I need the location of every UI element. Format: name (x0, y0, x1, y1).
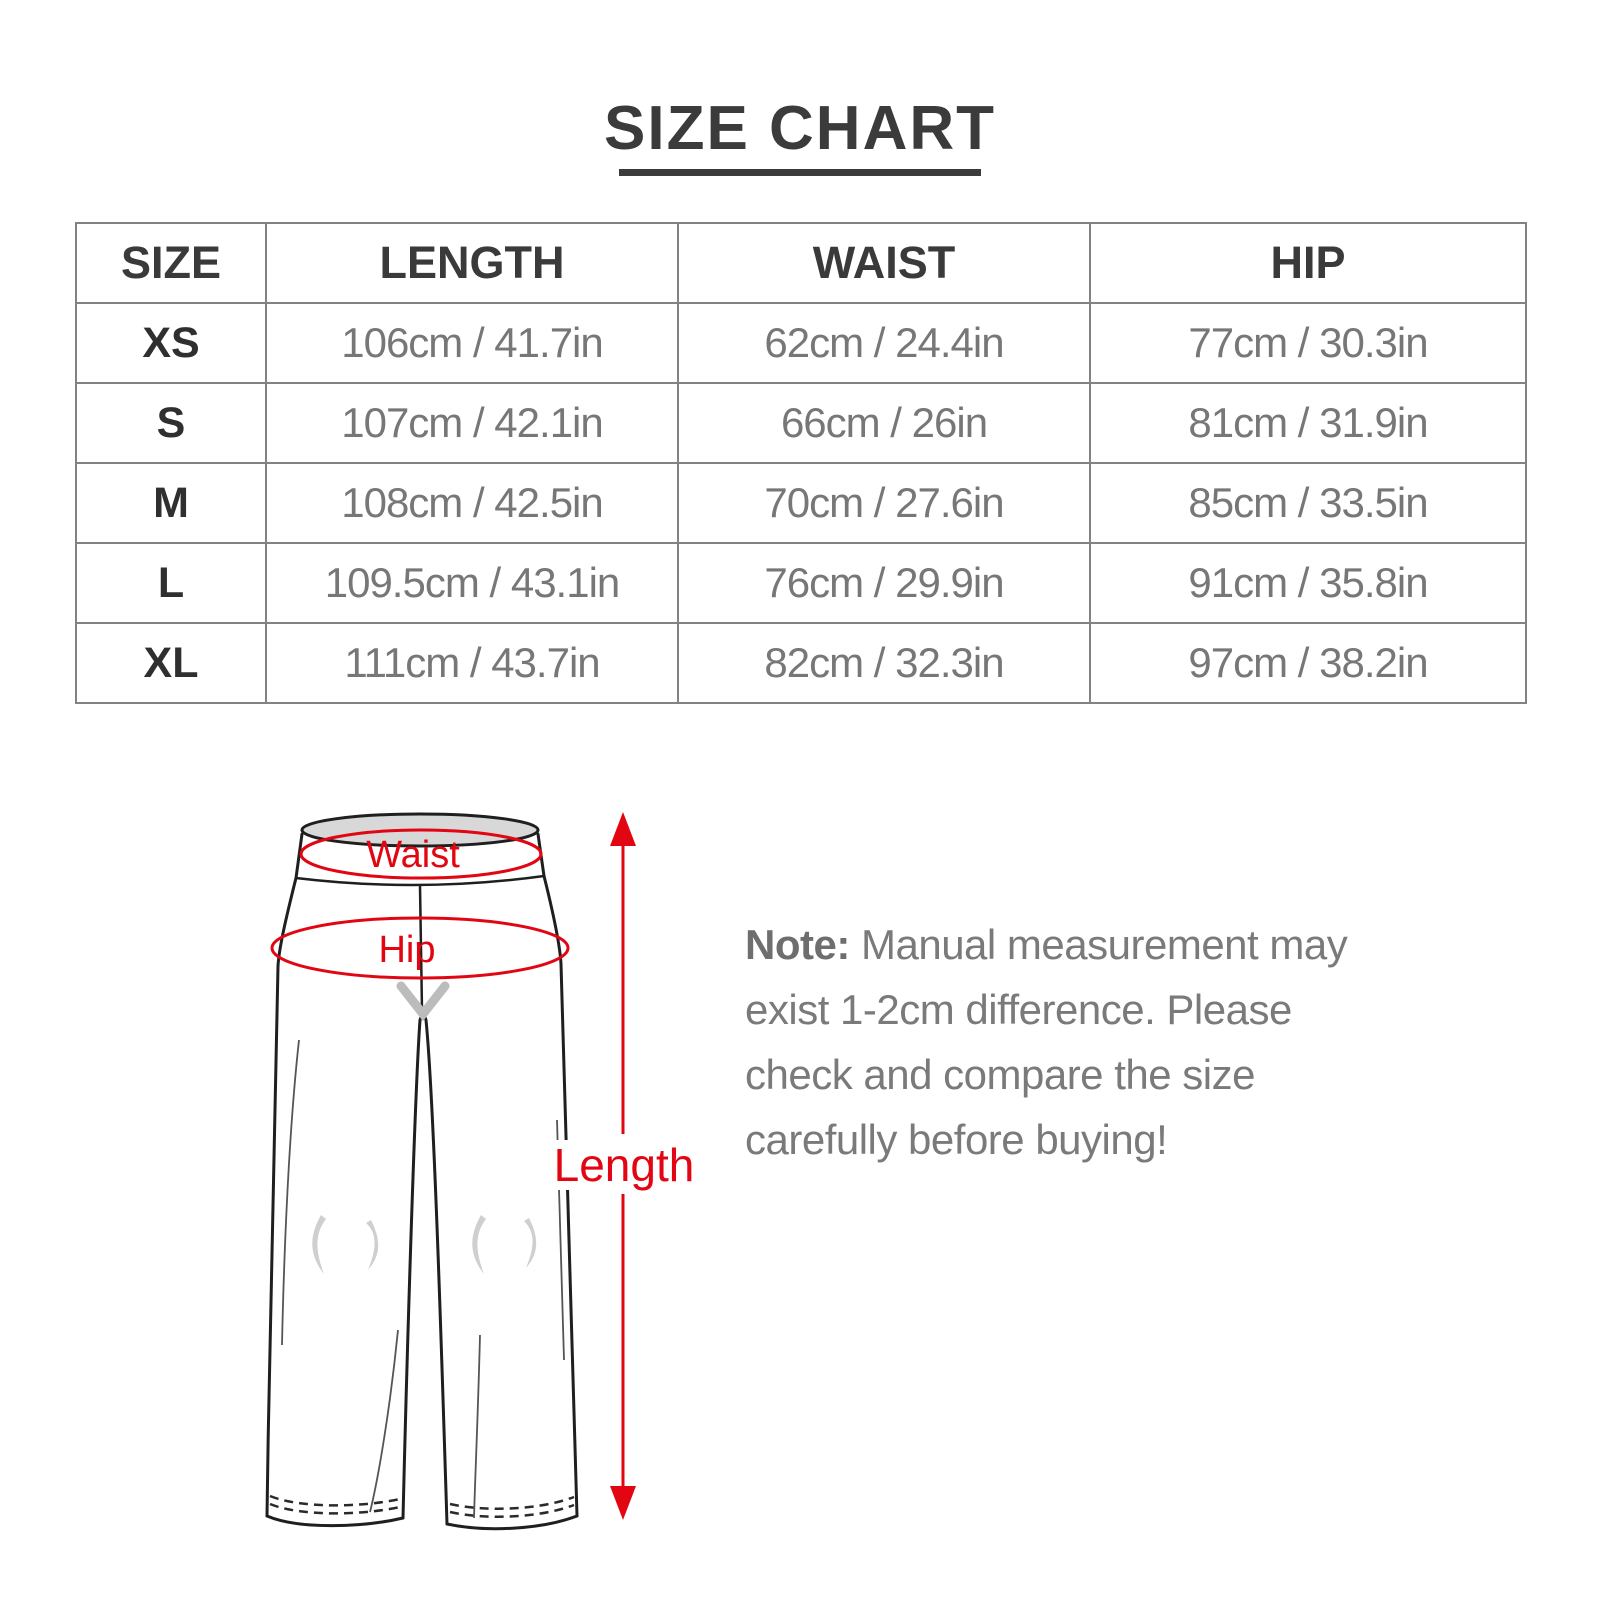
hem-right (447, 1516, 577, 1529)
col-header-size: SIZE (76, 223, 266, 303)
col-header-length: LENGTH (266, 223, 678, 303)
cell-hip: 91cm / 35.8in (1090, 543, 1526, 623)
cell-size: M (76, 463, 266, 543)
cell-length: 108cm / 42.5in (266, 463, 678, 543)
page-header (0, 94, 1600, 176)
cell-length: 107cm / 42.1in (266, 383, 678, 463)
title-underline (619, 169, 981, 176)
table-header-row (76, 223, 1526, 303)
outer-right-leg-edge (544, 876, 577, 1516)
note-line: carefully before buying! (745, 1116, 1168, 1163)
cell-waist: 76cm / 29.9in (678, 543, 1090, 623)
seam-detail-lines (282, 1040, 564, 1518)
cell-waist: 70cm / 27.6in (678, 463, 1090, 543)
note-text: Manual measurement may (861, 921, 1348, 968)
page-title: SIZE CHART (604, 94, 996, 163)
cell-waist: 66cm / 26in (678, 383, 1090, 463)
cell-hip: 85cm / 33.5in (1090, 463, 1526, 543)
table-row-m (76, 463, 1526, 543)
cell-length: 109.5cm / 43.1in (266, 543, 678, 623)
size-chart-table (75, 222, 1527, 704)
cell-hip: 97cm / 38.2in (1090, 623, 1526, 703)
cell-hip: 81cm / 31.9in (1090, 383, 1526, 463)
pants-outline (267, 814, 577, 1529)
hem-stitching (270, 1496, 574, 1517)
table-row-xl (76, 623, 1526, 703)
cell-hip: 77cm / 30.3in (1090, 303, 1526, 383)
cell-waist: 62cm / 24.4in (678, 303, 1090, 383)
table-row-s (76, 383, 1526, 463)
table-row-xs (76, 303, 1526, 383)
note-line: check and compare the size (745, 1051, 1255, 1098)
col-header-waist: WAIST (678, 223, 1090, 303)
col-header-hip: HIP (1090, 223, 1526, 303)
inner-leg-edges (403, 1015, 447, 1524)
length-arrowhead-down (610, 1486, 636, 1520)
cell-size: S (76, 383, 266, 463)
measurement-note (745, 912, 1355, 1172)
waist-label: Waist (366, 834, 460, 876)
pants-measurement-diagram (140, 790, 700, 1550)
note-label: Note: (745, 921, 850, 968)
cell-waist: 82cm / 32.3in (678, 623, 1090, 703)
table-row-l (76, 543, 1526, 623)
hip-label: Hip (378, 929, 436, 971)
outer-left-leg-edge (267, 878, 296, 1516)
hem-left (267, 1516, 403, 1526)
cell-size: XS (76, 303, 266, 383)
note-line: exist 1-2cm difference. Please (745, 986, 1292, 1033)
length-arrowhead-up (610, 812, 636, 846)
note-line (745, 912, 1355, 977)
cell-length: 106cm / 41.7in (266, 303, 678, 383)
cell-length: 111cm / 43.7in (266, 623, 678, 703)
length-label: Length (553, 1139, 695, 1191)
knee-shading (312, 1215, 536, 1274)
cell-size: L (76, 543, 266, 623)
cell-size: XL (76, 623, 266, 703)
